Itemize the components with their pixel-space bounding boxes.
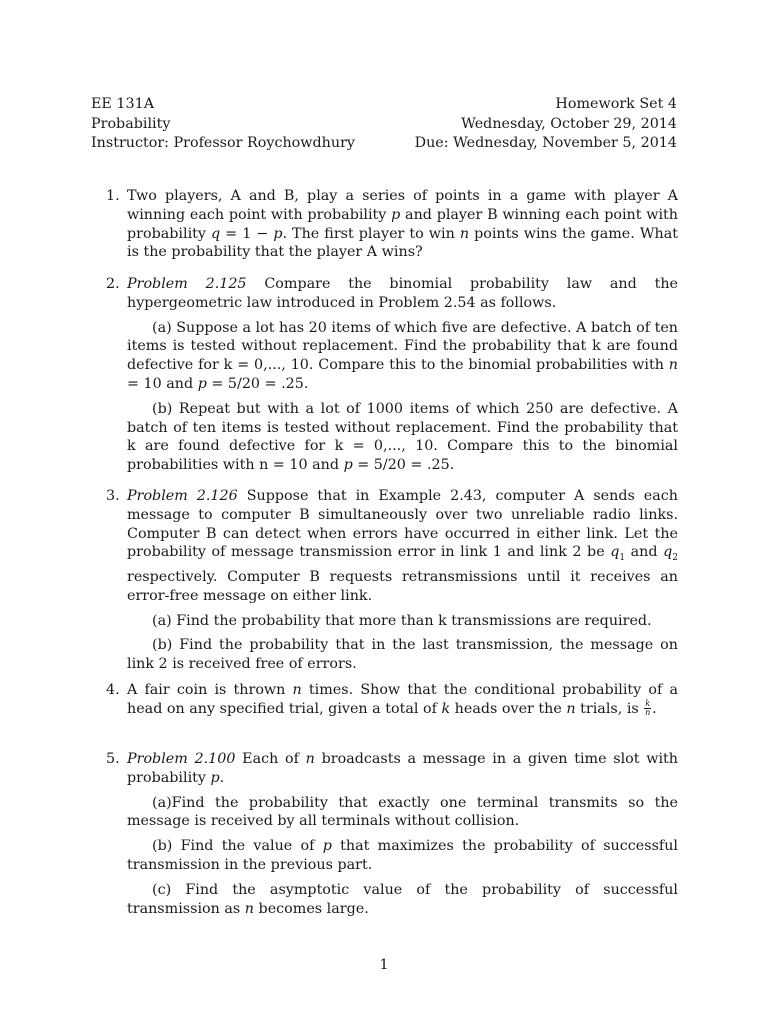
problem-text: Two players, A and B, play a series of points in a game with player A winning each point with probability p and player B winning each point with probability q = 1 − p. The first player to win n points wins the game. What is the probability that the player A wins? [127, 188, 678, 261]
problem-text: Problem 2.126 Suppose that in Example 2.43, computer A sends each message to computer B simultaneously over two unreliable radio links. Computer B can detect when errors have occurred in either link. Let the probability of message transmission error in link 1 and link 2 be $q_1$ and $q_2$ respectively. Computer B requests retransmissions until it receives an error-free message on either link. [127, 488, 678, 604]
problem-text: Problem 2.125 Compare the binomial probability law and the hypergeometric law introduced in Problem 2.54 as follows. [127, 276, 678, 311]
problem-reference: Problem 2.126 [127, 488, 238, 504]
problem-text: A fair coin is thrown n times. Show that the conditional probability of a head on any specified trial, given a total of k heads over the n trials, is $\frac{k}{n}$ . [127, 682, 678, 718]
problem-reference: Problem 2.125 [127, 276, 247, 292]
part-a: (a) Suppose a lot has 20 items of which five are defective. A batch of ten items is tested without replacement. Find the probability that k are found defective for k = 0,..., 10. Compare this to the binomial probabilities with n = 10 and p = 5/20 = .25. [127, 319, 679, 392]
header-left [91, 95, 355, 154]
part-b: (b) Repeat but with a lot of 1000 items of which 250 are defective. A batch of ten items is tested without replacement. Find the probability that k are found defective for k = 0,..., 10. Compare this to the binomial probabilities with n = 10 and p = 5/20 = .25. [127, 400, 678, 474]
page-number: 1 [379, 957, 389, 973]
problem-reference: Problem 2.100 [127, 751, 236, 767]
problem-number: 4. [106, 682, 120, 698]
course-subject: Probability [91, 115, 171, 132]
part-a: (a) Find the probability that more than k transmissions are required. [152, 612, 652, 629]
homework-title: Homework Set 4 [555, 96, 677, 112]
problem-number: 3. [106, 488, 120, 504]
problem-number: 1. [106, 188, 120, 204]
instructor-line: Instructor: Professor Roychowdhury [91, 135, 355, 151]
problem-text: Problem 2.100 Each of n broadcasts a message in a given time slot with probability p. [127, 751, 679, 786]
part-c: (c) Find the asymptotic value of the probability of successful transmission as n becomes large. [127, 881, 678, 917]
problem-4 [91, 681, 678, 719]
part-b: (b) Find the value of p that maximizes the probability of successful transmission in the previous part. [127, 838, 678, 873]
problem-2 [91, 275, 678, 475]
problem-5 [91, 750, 678, 918]
part-b: (b) Find the probability that in the last transmission, the message on link 2 is received free of errors. [127, 637, 678, 673]
problem-number: 2. [106, 276, 120, 292]
fraction-k-over-n: $\frac{k}{n}$ [645, 699, 651, 718]
part-a: (a)Find the probability that exactly one terminal transmits so the message is received by all terminals without collision. [127, 794, 678, 830]
course-code: EE 131A [91, 96, 155, 112]
due-date: Due: Wednesday, November 5, 2014 [414, 135, 677, 151]
issue-date: Wednesday, October 29, 2014 [461, 115, 677, 132]
problem-3 [91, 487, 678, 674]
problem-1 [91, 187, 678, 262]
header-right [415, 95, 677, 154]
problem-number: 5. [106, 751, 120, 767]
